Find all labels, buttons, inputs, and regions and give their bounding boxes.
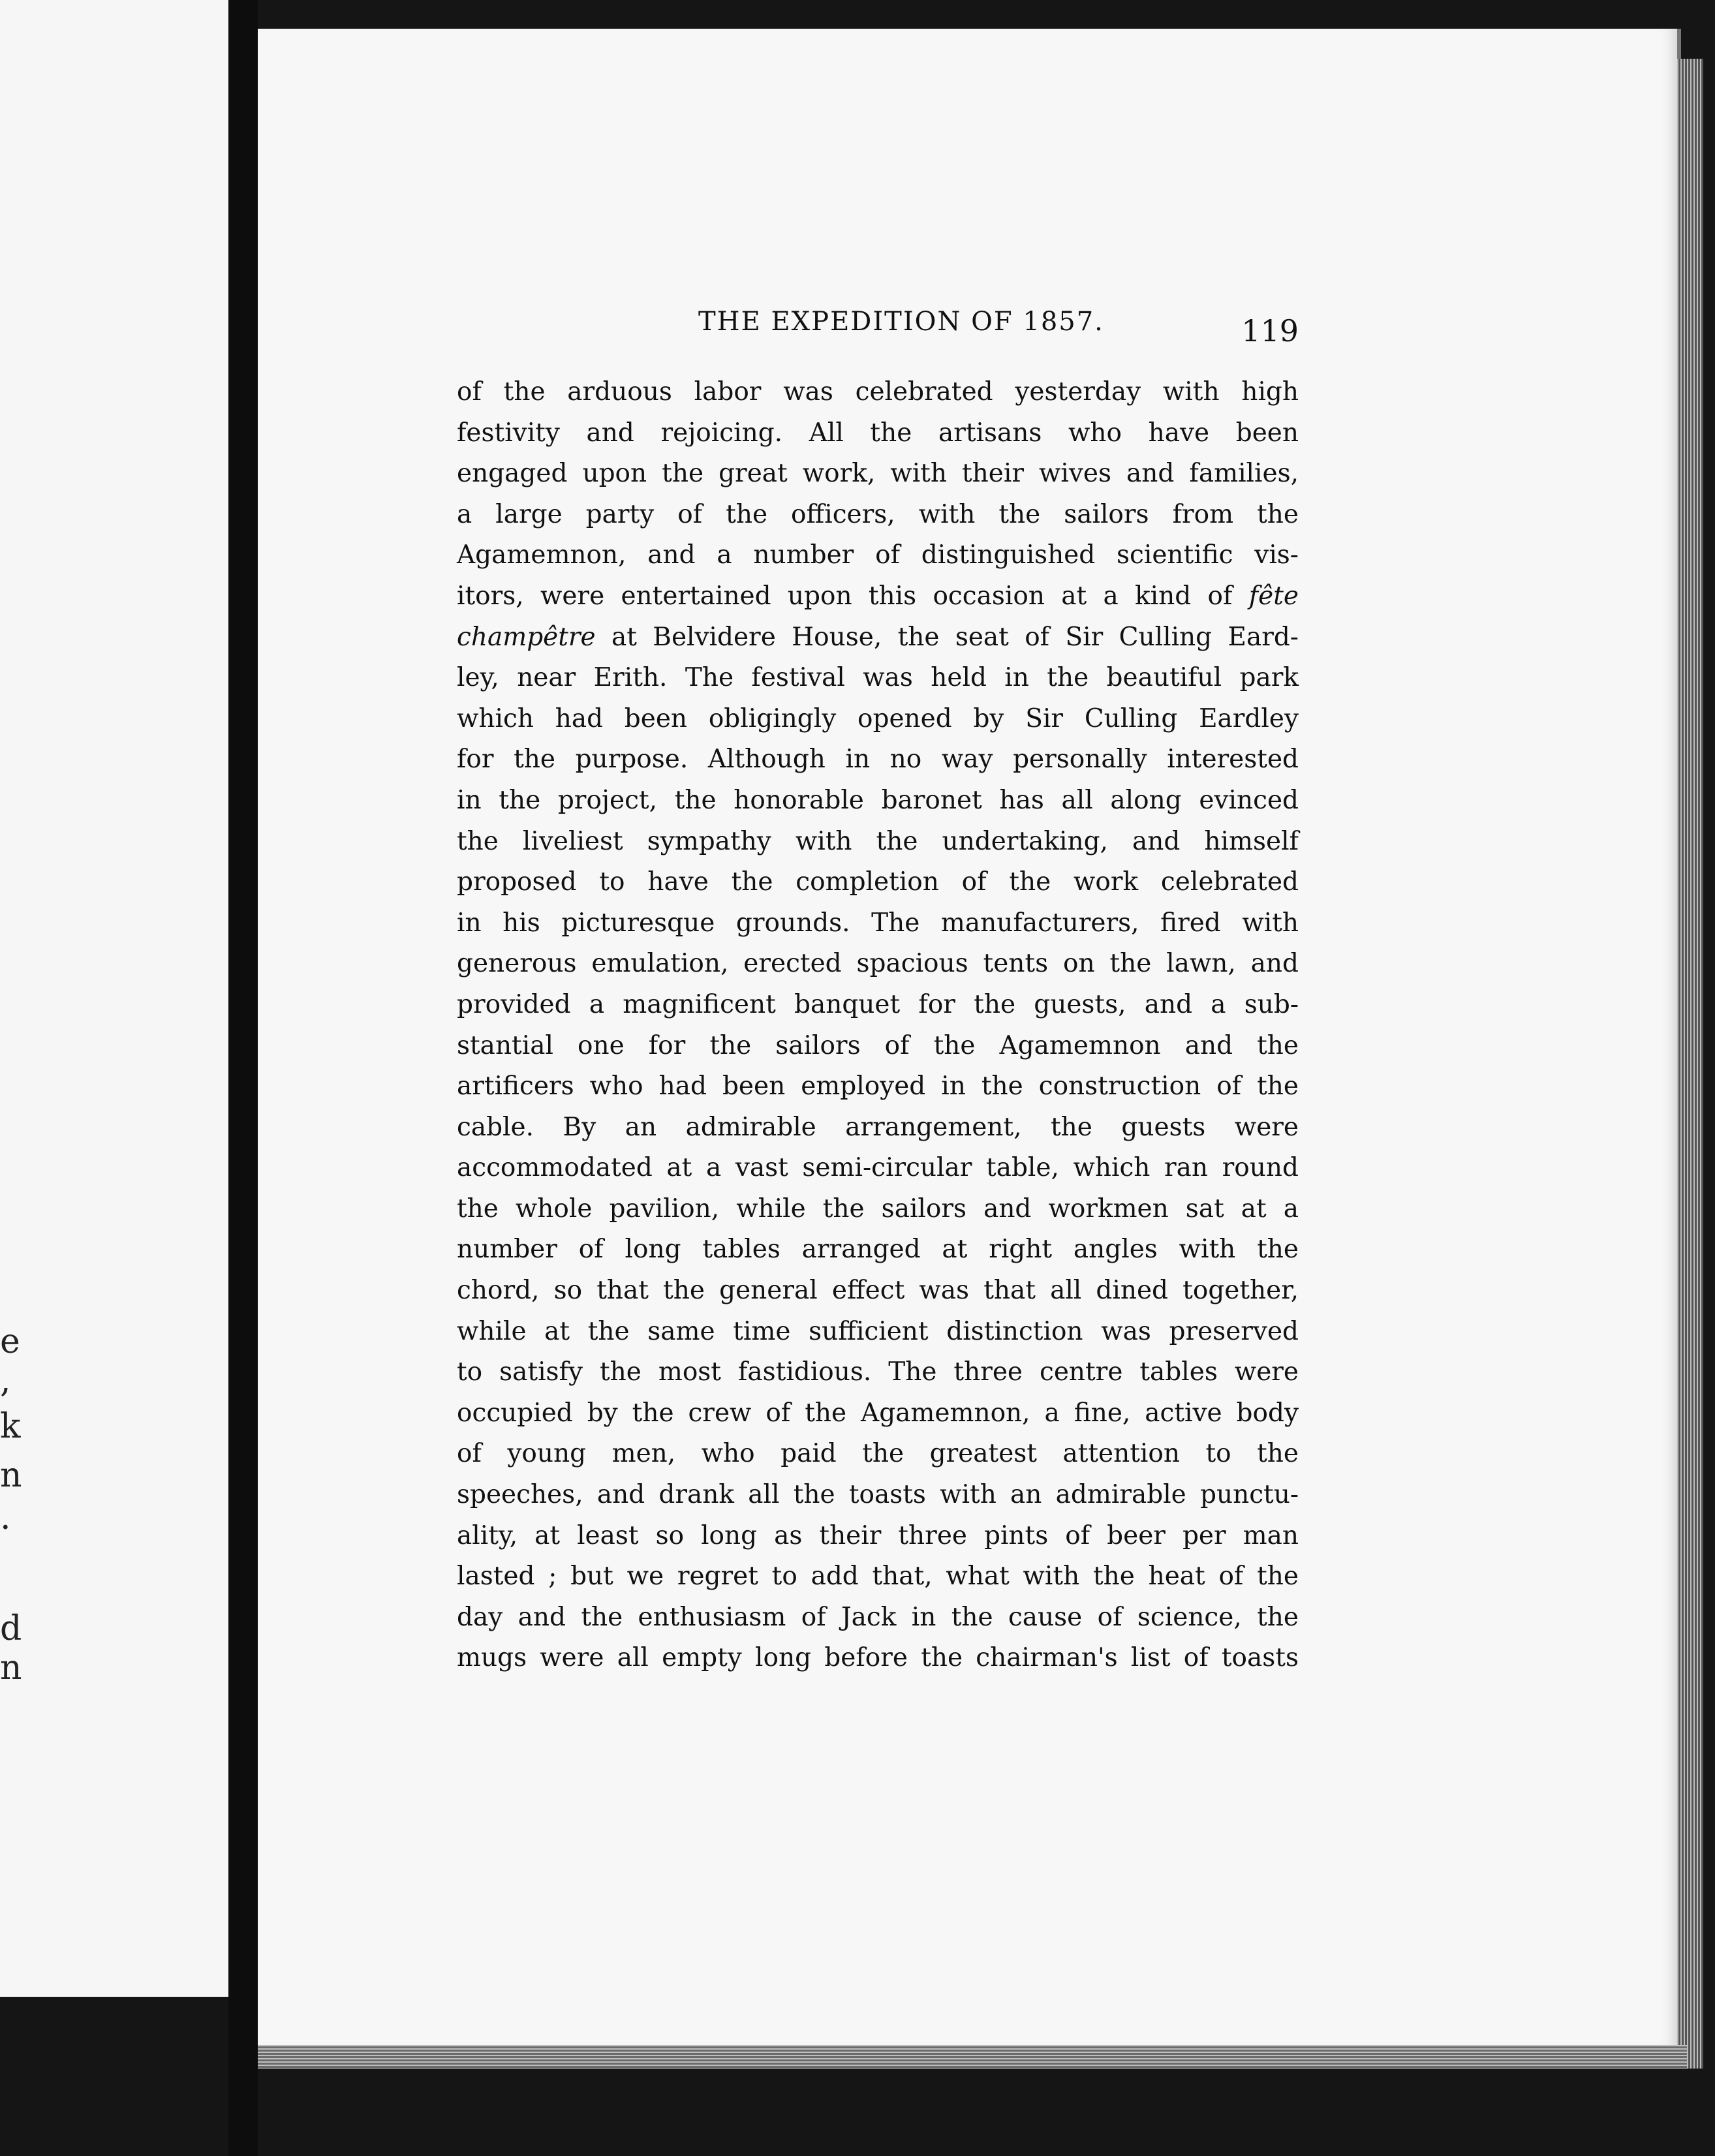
text-line: artificers who had been employed in the construction of the [457, 1071, 1299, 1101]
text-line: which had been obligingly opened by Sir Culling Eardley [457, 703, 1299, 733]
page-block-edge-right [1677, 59, 1703, 2069]
text-line: ality, at least so long as their three pints of beer per man [457, 1520, 1299, 1550]
page-number: 119 [1241, 313, 1299, 348]
text-line: speeches, and drank all the toasts with an admirable punctu- [457, 1480, 1299, 1510]
text-line: in the project, the honorable baronet has all along evinced [457, 785, 1299, 815]
text-line: occupied by the crew of the Agamemnon, a fine, active body [457, 1398, 1299, 1428]
text-line: cable. By an admirable arrangement, the guests were [457, 1112, 1299, 1142]
text-line: stantial one for the sailors of the Agamemnon and the [457, 1030, 1299, 1060]
book-gutter [228, 0, 258, 2156]
page-header [437, 281, 1305, 352]
text-line: chord, so that the general effect was that all dined together, [457, 1276, 1299, 1306]
text-line: of young men, who paid the greatest attention to the [457, 1439, 1299, 1469]
text-line: festivity and rejoicing. All the artisans who have been [457, 418, 1299, 448]
text-line: provided a magnificent banquet for the guests, and a sub- [457, 989, 1299, 1019]
running-head: THE EXPEDITION OF 1857. [698, 307, 1104, 337]
text-line: a large party of the officers, with the sailors from the [457, 499, 1299, 529]
text-line: day and the enthusiasm of Jack in the cause of science, the [457, 1602, 1299, 1632]
text-line: of the arduous labor was celebrated yesterday with high [457, 377, 1299, 407]
text-line: while at the same time sufficient distinction was preserved [457, 1316, 1299, 1346]
text-line: mugs were all empty long before the chairman's list of toasts [457, 1643, 1299, 1673]
text-line: number of long tables arranged at right angles with the [457, 1235, 1299, 1265]
text-line: to satisfy the most fastidious. The three centre tables were [457, 1357, 1299, 1387]
margin-fragment: n [0, 1648, 22, 1687]
text-line: for the purpose. Although in no way personally interested [457, 745, 1299, 775]
italic-word: champêtre [457, 622, 596, 652]
italic-word: fête [1248, 581, 1299, 611]
text-line [457, 617, 1299, 658]
text-line: in his picturesque grounds. The manufacturers, fired with [457, 908, 1299, 938]
margin-fragment: , [0, 1361, 11, 1400]
text-line: accommodated at a vast semi-circular table, which ran round [457, 1153, 1299, 1183]
text-line: Agamemnon, and a number of distinguished scientific vis- [457, 540, 1299, 570]
text-line: engaged upon the great work, with their wives and families, [457, 459, 1299, 489]
body-text [457, 372, 1299, 1679]
text-line: generous emulation, erected spacious tents on the lawn, and [457, 949, 1299, 979]
text-line: ley, near Erith. The festival was held in the beautiful park [457, 663, 1299, 693]
margin-fragment: e [0, 1322, 20, 1361]
text-line: proposed to have the completion of the work celebrated [457, 867, 1299, 897]
text-segment: at Belvidere House, the seat of Sir Culling Eard- [611, 622, 1299, 652]
margin-fragment: . [0, 1498, 11, 1537]
text-line [457, 576, 1299, 617]
text-line: the whole pavilion, while the sailors and workmen sat at a [457, 1194, 1299, 1224]
text-segment: itors, were entertained upon this occasion at a kind of [457, 581, 1233, 611]
text-line: the liveliest sympathy with the undertaking, and himself [457, 826, 1299, 856]
page-block-edge-bottom [258, 2045, 1687, 2069]
left-facing-page [0, 0, 230, 1997]
margin-fragment: d [0, 1609, 22, 1648]
margin-fragment: k [0, 1407, 21, 1446]
text-line: lasted ; but we regret to add that, what with the heat of the [457, 1562, 1299, 1592]
margin-fragment: n [0, 1456, 22, 1495]
